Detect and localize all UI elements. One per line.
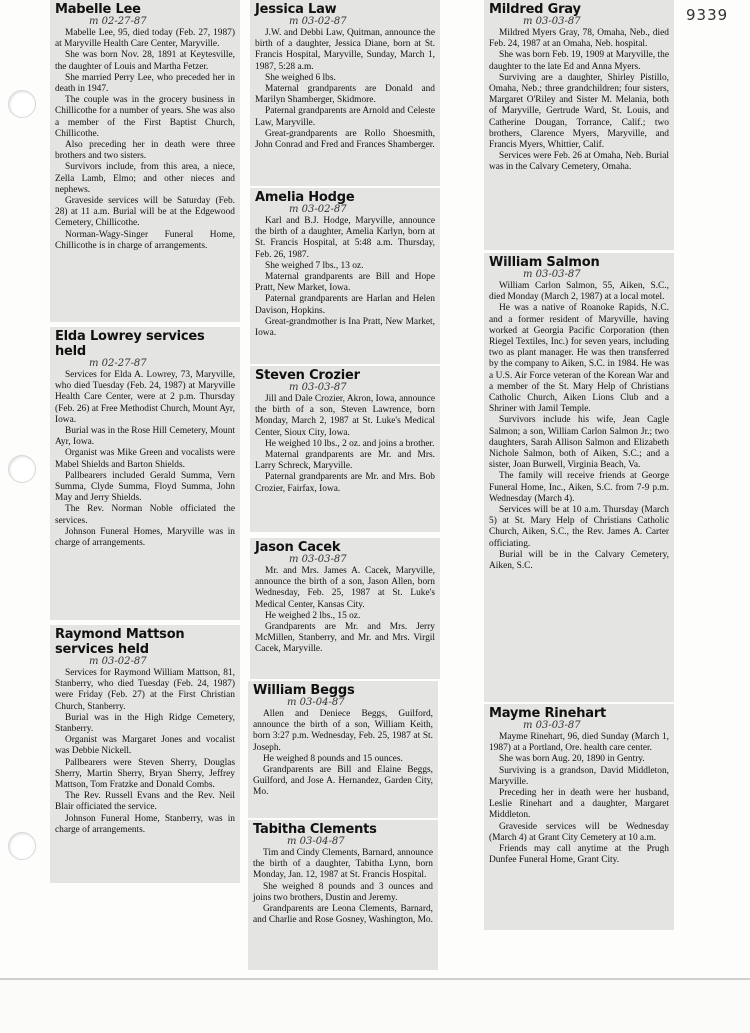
clipping-paragraph: Karl and B.J. Hodge, Maryville, announce the birth of a daughter, Amelia Karlyn, born at St. Francis Hospital, at 5:48 a.m. Thursday, Feb. 26, 1987.	[255, 216, 435, 260]
handwritten-date: m 03-04-87	[287, 697, 345, 708]
clipping-paragraph: Great-grandmother is Ina Pratt, New Market, Iowa.	[255, 316, 435, 339]
clipping-paragraph: Pallbearers included Gerald Summa, Vern Summa, Clyde Summa, Floyd Summa, John May and Jerry Shields.	[55, 470, 235, 504]
clipping-paragraph: Surviving is a grandson, David Middleton, Maryville.	[489, 765, 669, 787]
clipping-jason-cacek	[250, 538, 440, 679]
clipping-amelia-hodge	[250, 188, 440, 364]
clipping-headline: Mabelle Lee	[55, 2, 141, 17]
page-number: 9339	[686, 6, 729, 24]
clipping-paragraph: Maternal grandparents are Bill and Hope Pratt, New Market, Iowa.	[255, 272, 435, 294]
clipping-paragraph: The Rev. Norman Noble officiated the services.	[55, 504, 235, 526]
clipping-paragraph: He weighed 8 pounds and 15 ounces.	[263, 753, 403, 764]
clipping-paragraph: The Rev. Russell Evans and the Rev. Neil Blair officiated the service.	[55, 791, 235, 813]
clipping-paragraph: Tim and Cindy Clements, Barnard, announce the birth of a daughter, Tabitha Lynn, born Monday, Jan. 12, 1987 at St. Francis Hospital.	[253, 848, 433, 881]
clipping-tabitha-clements	[248, 820, 438, 970]
clipping-body	[255, 216, 435, 339]
handwritten-date: m 02-27-87	[89, 358, 147, 369]
clipping-paragraph: Paternal grandparents are Mr. and Mrs. Bob Crozier, Fairfax, Iowa.	[255, 472, 435, 494]
clipping-paragraph: Also preceding her in death were three brothers and two sisters.	[55, 140, 235, 162]
clipping-paragraph: William Carlon Salmon, 55, Aiken, S.C., died Monday (March 2, 1987) at a local motel.	[489, 281, 669, 303]
clipping-headline: Tabitha Clements	[253, 822, 377, 837]
clipping-body	[489, 281, 669, 572]
clipping-paragraph: Survivors include, from this area, a niece, Zella Lamb, Elmo; and other nieces and nephews.	[55, 162, 235, 195]
handwritten-date: m 03-03-87	[523, 720, 581, 731]
clipping-paragraph: Jill and Dale Crozier, Akron, Iowa, announce the birth of a son, Steven Lawrence, born Monday, March 2, 1987 at St. Luke's Medical Center, Sioux City, Iowa.	[255, 394, 435, 438]
clipping-paragraph: Johnson Funeral Home, Stanberry, was in charge of arrangements.	[55, 813, 235, 835]
clipping-mayme-rinehart	[484, 704, 674, 930]
clipping-paragraph: Mabelle Lee, 95, died today (Feb. 27, 1987) at Maryville Health Care Center, Maryville.	[55, 28, 235, 50]
clipping-william-salmon	[484, 253, 674, 702]
clipping-paragraph: She weighed 7 lbs., 13 oz.	[265, 260, 364, 271]
clipping-paragraph: Burial will be in the Calvary Cemetery, Aiken, S.C.	[489, 549, 669, 572]
clipping-paragraph: Maternal grandparents are Mr. and Mrs. Larry Schreck, Maryville.	[255, 450, 435, 472]
clipping-body	[253, 709, 433, 799]
clipping-mabelle-lee	[50, 0, 240, 322]
clipping-headline: Mayme Rinehart	[489, 706, 607, 721]
clipping-paragraph: She married Perry Lee, who preceded her in death in 1947.	[55, 72, 235, 95]
clipping-paragraph: Preceding her in death were her husband, Leslie Rinehart and a daughter, Margaret Middleton.	[489, 788, 669, 821]
clipping-paragraph: Grandparents are Mr. and Mrs. Jerry McMillen, Stanberry, and Mr. and Mrs. Virgil Cacek, Maryville.	[255, 622, 435, 655]
clipping-paragraph: She was born Feb. 19, 1909 at Maryville, the daughter to the late Ed and Anna Myers.	[489, 50, 669, 72]
clipping-body	[489, 732, 669, 866]
clipping-paragraph: The family will receive friends at George Funeral Home, Inc., Aiken, S.C. from 7-9 p.m. Wednesday (March 4).	[489, 471, 669, 504]
clipping-jessica-law	[250, 0, 440, 186]
clipping-paragraph: Norman-Wagy-Singer Funeral Home, Chillicothe is in charge of arrangements.	[55, 229, 235, 251]
clipping-paragraph: Organist was Margaret Jones and vocalist was Debbie Nickell.	[55, 735, 235, 757]
clipping-raymond-mattson	[50, 625, 240, 883]
handwritten-date: m 03-03-87	[523, 269, 581, 280]
clipping-paragraph: Pallbearers were Steven Sherry, Douglas Sherry, Martin Sherry, Bryan Sherry, Jeffrey Mattson, Tom Fratzke and Donald Combs.	[55, 757, 235, 791]
clipping-paragraph: Survivors include his wife, Jean Cagle Salmon; a son, William Carlon Salmon Jr.; two daughters, Sarah Allison Salmon and Elizabeth Nichole Salmon, both of Aiken, S.C.; and a sister, Joan Burwell, Virginia Beach, Va.	[489, 415, 669, 471]
handwritten-date: m 03-02-87	[89, 656, 147, 667]
clipping-headline: Steven Crozier	[255, 368, 360, 383]
clipping-headline: Elda Lowrey services held	[55, 329, 205, 359]
clipping-paragraph: Mr. and Mrs. James A. Cacek, Maryville, announce the birth of a son, Jason Allen, born Wednesday, Feb. 25, 1987 at St. Luke's Medical Center, Kansas City.	[255, 566, 435, 610]
clipping-paragraph: She weighed 6 lbs.	[265, 72, 336, 83]
clipping-paragraph: Mayme Rinehart, 96, died Sunday (March 1, 1987) at a Portland, Ore. health care center.	[489, 732, 669, 754]
clipping-paragraph: Services will be at 10 a.m. Thursday (March 5) at St. Mary Help of Christians Catholic Church, Aiken, S.C., the Rev. James A. Carter officiating.	[489, 505, 669, 549]
clipping-paragraph: Johnson Funeral Homes, Maryville was in charge of arrangements.	[55, 526, 235, 549]
clipping-paragraph: The couple was in the grocery business in Chillicothe for a number of years. She was also a member of the First Baptist Church, Chillicothe.	[55, 95, 235, 139]
handwritten-date: m 03-03-87	[523, 16, 581, 27]
clipping-body	[55, 668, 235, 836]
clipping-body	[255, 28, 435, 151]
clipping-paragraph: Paternal grandparents are Harlan and Helen Davison, Hopkins.	[255, 294, 435, 316]
clipping-paragraph: He was a native of Roanoke Rapids, N.C. and a former resident of Maryville, having worked at Georgia Pacific Corporation (then Riegel Textiles, Inc.) for seven years, including two as plant manager. He was then transferred by the company to Aiken, S.C. in 1984. He was a U.S. Air Force veteran of the Korean War and a member of the St. Mary Help of Christians Catholic Church, Aiken Lions Club and a Shriner with Jamil Temple.	[489, 303, 669, 415]
clipping-headline: Raymond Mattson services held	[55, 627, 185, 657]
clipping-paragraph: She weighed 8 pounds and 3 ounces and joins two brothers, Dustin and Jeremy.	[253, 881, 433, 903]
clipping-body	[489, 28, 669, 174]
clipping-headline: Jason Cacek	[255, 540, 341, 555]
clipping-paragraph: He weighed 2 lbs., 15 oz.	[265, 610, 361, 621]
clipping-elda-lowrey	[50, 327, 240, 620]
clipping-headline: Amelia Hodge	[255, 190, 355, 205]
clipping-paragraph: He weighed 10 lbs., 2 oz. and joins a brother.	[265, 438, 435, 449]
clipping-paragraph: Paternal grandparents are Arnold and Celeste Law, Maryville.	[255, 106, 435, 128]
clipping-body	[255, 394, 435, 495]
clipping-paragraph: Services for Elda A. Lowrey, 73, Maryville, who died Tuesday (Feb. 24, 1987) at Maryville Health Care Center, were at 2 p.m. Thursday (Feb. 26) at Free Methodist Church, Mount Ayr, Iowa.	[55, 370, 235, 425]
clipping-body	[253, 848, 433, 926]
clipping-paragraph: She was born Aug. 20, 1890 in Gentry.	[499, 754, 645, 765]
clipping-paragraph: Services were Feb. 26 at Omaha, Neb. Burial was in the Calvary Cemetery, Omaha.	[489, 151, 669, 173]
clipping-steven-crozier	[250, 366, 440, 532]
clipping-paragraph: Graveside services will be Saturday (Feb. 28) at 11 a.m. Burial will be at the Edgewood Cemetery, Chillicothe.	[55, 196, 235, 229]
handwritten-date: m 03-03-87	[289, 382, 347, 393]
clipping-paragraph: She was born Nov. 28, 1891 at Keytesville, the daughter of Louis and Martha Fetzer.	[55, 50, 235, 72]
clipping-paragraph: Allen and Deniece Beggs, Guilford, announce the birth of a son, William Keith, born 3:27 p.m. Wednesday, Feb. 25, 1987 at St. Joseph.	[253, 709, 433, 753]
binder-hole-icon	[8, 90, 36, 118]
clipping-mildred-gray	[484, 0, 674, 250]
clipping-paragraph: Graveside services will be Wednesday (March 4) at Grant City Cemetery at 10 a.m.	[489, 821, 669, 843]
clipping-paragraph: Grandparents are Bill and Elaine Beggs, Guilford, and Jose A. Hernandez, Garden City, Mo.	[253, 765, 433, 798]
clipping-body	[255, 566, 435, 656]
handwritten-date: m 03-02-87	[289, 16, 347, 27]
clipping-paragraph: Organist was Mike Green and vocalists were Mabel Shields and Barton Shields.	[55, 448, 235, 470]
clipping-paragraph: J.W. and Debbi Law, Quitman, announce the birth of a daughter, Jessica Diane, born at St. Francis Hospital, Maryville, Sunday, March 1, 1987, 5:28 a.m.	[255, 28, 435, 72]
clipping-paragraph: Surviving are a daughter, Shirley Pistillo, Omaha, Neb.; three grandchildren; four sisters, Margaret O'Riley and Sister M. Melania, both of Maryville, Gertrude Ward, St. Louis, and Catherine Dougan, Torrance, Calif.; two brothers, Clarence Myers, Maryville, and Francis Myers, Whittier, Calif.	[489, 72, 669, 151]
page-bottom-edge	[0, 978, 750, 980]
binder-hole-icon	[8, 832, 36, 860]
clipping-headline: Jessica Law	[255, 2, 337, 17]
clipping-paragraph: Burial was in the Rose Hill Cemetery, Mount Ayr, Iowa.	[55, 426, 235, 448]
clipping-body	[55, 28, 235, 252]
handwritten-date: m 02-27-87	[89, 16, 147, 27]
handwritten-date: m 03-03-87	[289, 554, 347, 565]
clipping-paragraph: Friends may call anytime at the Prugh Dunfee Funeral Home, Grant City.	[489, 844, 669, 866]
clipping-paragraph: Services for Raymond William Mattson, 81, Stanberry, who died Tuesday (Feb. 24, 1987) were Friday (Feb. 27) at the First Christian Church, Stanberry.	[55, 668, 235, 712]
binder-hole-icon	[8, 455, 36, 483]
clipping-william-beggs	[248, 681, 438, 818]
clipping-paragraph: Maternal grandparents are Donald and Marilyn Shamberger, Skidmore.	[255, 84, 435, 106]
clipping-headline: William Beggs	[253, 683, 355, 698]
clipping-body	[55, 370, 235, 549]
handwritten-date: m 03-04-87	[287, 836, 345, 847]
clipping-paragraph: Grandparents are Leona Clements, Barnard, and Charlie and Rose Gosney, Washington, Mo.	[253, 904, 433, 926]
clipping-paragraph: Great-grandparents are Rollo Shoesmith, John Conrad and Fred and Frances Shamberger.	[255, 128, 435, 151]
handwritten-date: m 03-02-87	[289, 204, 347, 215]
clipping-headline: Mildred Gray	[489, 2, 581, 17]
clipping-paragraph: Mildred Myers Gray, 78, Omaha, Neb., died Feb. 24, 1987 at an Omaha, Neb. hospital.	[489, 28, 669, 50]
clipping-paragraph: Burial was in the High Ridge Cemetery, Stanberry.	[55, 712, 235, 735]
clipping-headline: William Salmon	[489, 255, 600, 270]
